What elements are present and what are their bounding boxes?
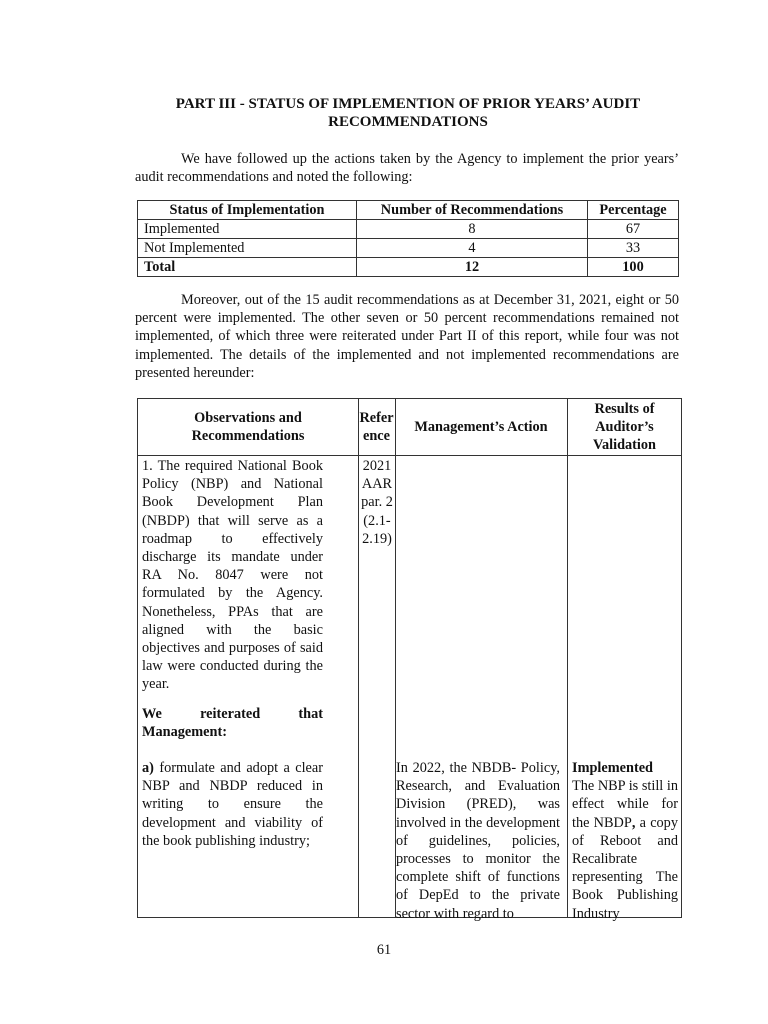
header-reference-line-1: Refer — [359, 410, 394, 426]
page-title-line-1: PART III - STATUS OF IMPLEMENTION OF PRIOR YEARS’ AUDIT — [175, 96, 641, 112]
result-text-part-2: a copy of Reboot and Recalibrate representing The Book Publishing Industry — [572, 814, 678, 922]
header-reference-line-2: ence — [363, 428, 390, 444]
total-row — [138, 258, 679, 277]
summary-table — [137, 200, 679, 277]
recommendation-a-label: a) — [142, 760, 154, 776]
count-cell: 8 — [357, 220, 588, 239]
result-comma: , — [631, 814, 636, 831]
percent-cell: 33 — [588, 239, 679, 258]
header-results-label: Results of Auditor’s Validation — [592, 401, 657, 453]
reference-line: par. 2 — [361, 494, 393, 511]
reference-line: (2.1- — [363, 512, 391, 529]
reference-line: 2.19) — [362, 530, 392, 547]
management-action-text: In 2022, the NBDB- Policy, Research, and Evaluation Division (PRED), was involved in the development of guidelines, policies, processes to monitor the complete shift of functions of DepEd to the private sector with regard to — [396, 760, 560, 922]
result-status: Implemented — [572, 760, 654, 776]
header-results — [567, 399, 682, 456]
total-label: Total — [138, 258, 357, 277]
result-text — [572, 777, 678, 923]
reiterated-text: We reiterated that Management: — [142, 706, 323, 741]
summary-header-percentage: Percentage — [588, 201, 679, 220]
total-count: 12 — [357, 258, 588, 277]
observations-table — [137, 398, 682, 922]
header-reference-label — [359, 409, 393, 445]
status-cell: Not Implemented — [138, 239, 357, 258]
recommendation-a-text: formulate and adopt a clear NBP and NBDP reduced in writing to ensure the development and viability of the book publishing industry; — [142, 760, 323, 849]
summary-header-count: Number of Recommendations — [357, 201, 588, 220]
count-cell: 4 — [357, 239, 588, 258]
recommendation-a — [142, 759, 323, 850]
page-title — [130, 95, 686, 131]
summary-header-status: Status of Implementation — [138, 201, 357, 220]
reference-cell — [359, 457, 395, 548]
table-row — [138, 239, 679, 258]
reference-line: 2021 — [362, 458, 392, 474]
header-observations-label: Observations and Recommendations — [191, 410, 305, 444]
page-number: 61 — [376, 942, 392, 958]
result-text-part-1: The NBP is still in effect while for the NBDP — [572, 778, 678, 831]
observation-text: 1. The required National Book Policy (NBP) and National Book Development Plan (NBDP) that will serve as a roadmap to effectively discharge its mandate under RA No. 8047 were not formulated by the Agency. Nonetheless, PPAs that are aligned with the basic objectives and purposes of said law were conducted during the year. — [142, 458, 323, 693]
reference-line: AAR — [361, 476, 393, 493]
summary-header-row — [138, 201, 679, 220]
header-reference — [358, 399, 395, 456]
header-management-label: Management’s Action — [414, 419, 548, 435]
column-divider — [567, 399, 568, 917]
page-title-line-2: RECOMMENDATIONS — [328, 114, 488, 130]
intro-paragraph: We have followed up the actions taken by the Agency to implement the prior years’ audit recommendations and noted the following: — [135, 151, 679, 186]
percent-cell: 67 — [588, 220, 679, 239]
header-observations — [138, 399, 358, 456]
table-row — [138, 220, 679, 239]
status-cell: Implemented — [138, 220, 357, 239]
detail-paragraph: Moreover, out of the 15 audit recommendations as at December 31, 2021, eight or 50 percent were implemented. The other seven or 50 percent recommendations remained not implemented, of which three were reiterated under Part II of this report, while four was not implemented. The details of the implemented and not implemented recommendations are presented hereunder: — [135, 292, 679, 381]
auditor-result-cell — [572, 759, 678, 923]
total-percent: 100 — [588, 258, 679, 277]
header-management-action — [395, 399, 567, 456]
